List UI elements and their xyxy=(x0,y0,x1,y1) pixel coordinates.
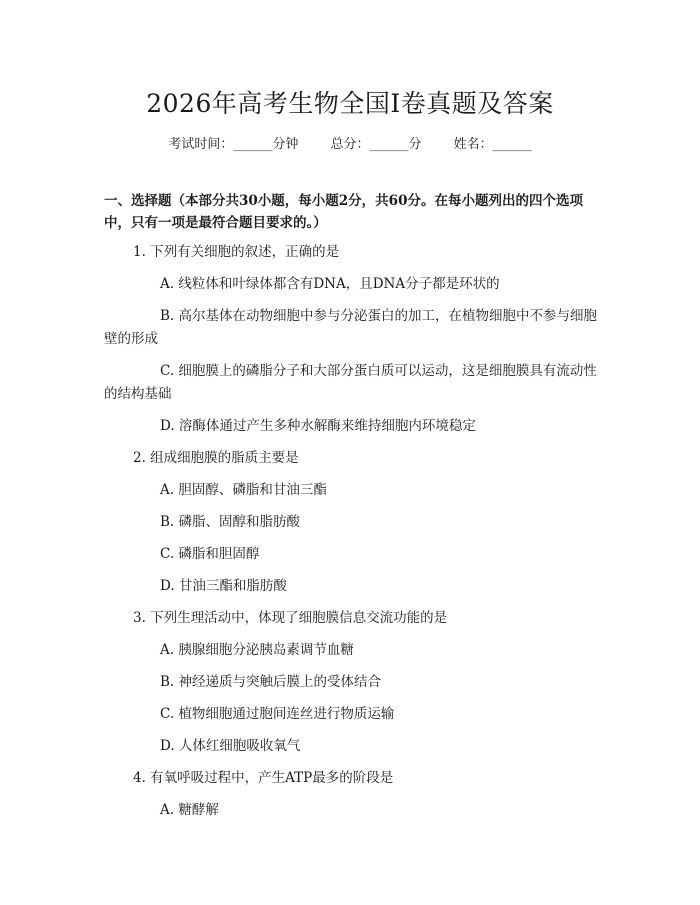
question-stem: 4. 有氧呼吸过程中，产生ATP最多的阶段是 xyxy=(133,770,394,786)
exam-meta xyxy=(0,133,700,152)
option-c: C. 植物细胞通过胞间连丝进行物质运输 xyxy=(160,706,395,722)
question-stem: 2. 组成细胞膜的脂质主要是 xyxy=(133,450,299,466)
question-1 xyxy=(0,241,700,438)
question-stem: 1. 下列有关细胞的叙述，正确的是 xyxy=(133,244,340,260)
meta-time: 考试时间：______分钟 xyxy=(168,137,299,152)
question-stem: 3. 下列生理活动中，体现了细胞膜信息交流功能的是 xyxy=(133,610,448,626)
exam-title: 2026年高考生物全国Ⅰ卷真题及答案 xyxy=(146,89,554,118)
section-heading: 一、选择题（本部分共30小题，每小题2分，共60分。在每小题列出的四个选项中，只有一项是最符合题目要求的。） xyxy=(104,193,583,231)
option-c: C. 细胞膜上的磷脂分子和大部分蛋白质可以运动，这是细胞膜具有流动性的结构基础 xyxy=(104,363,597,402)
question-4 xyxy=(0,767,700,822)
option-d: D. 溶酶体通过产生多种水解酶来维持细胞内环境稳定 xyxy=(160,418,476,434)
option-d: D. 甘油三酯和脂肪酸 xyxy=(160,578,287,594)
option-b: B. 神经递质与突触后膜上的受体结合 xyxy=(160,674,382,690)
option-b: B. 磷脂、固醇和脂肪酸 xyxy=(160,514,301,530)
question-list xyxy=(0,241,700,831)
option-c: C. 磷脂和胆固醇 xyxy=(160,546,260,562)
question-2 xyxy=(0,447,700,598)
option-d: D. 人体红细胞吸收氧气 xyxy=(160,738,301,754)
meta-score: 总分：______分 xyxy=(330,137,422,152)
option-a: A. 胰腺细胞分泌胰岛素调节血糖 xyxy=(160,642,354,658)
option-a: A. 线粒体和叶绿体都含有DNA，且DNA分子都是环状的 xyxy=(160,276,500,292)
meta-name: 姓名：______ xyxy=(453,137,532,152)
option-a: A. 胆固醇、磷脂和甘油三酯 xyxy=(160,482,327,498)
option-b: B. 高尔基体在动物细胞中参与分泌蛋白的加工，在植物细胞中不参与细胞壁的形成 xyxy=(104,308,598,347)
option-a: A. 糖酵解 xyxy=(160,802,219,818)
question-3 xyxy=(0,607,700,758)
